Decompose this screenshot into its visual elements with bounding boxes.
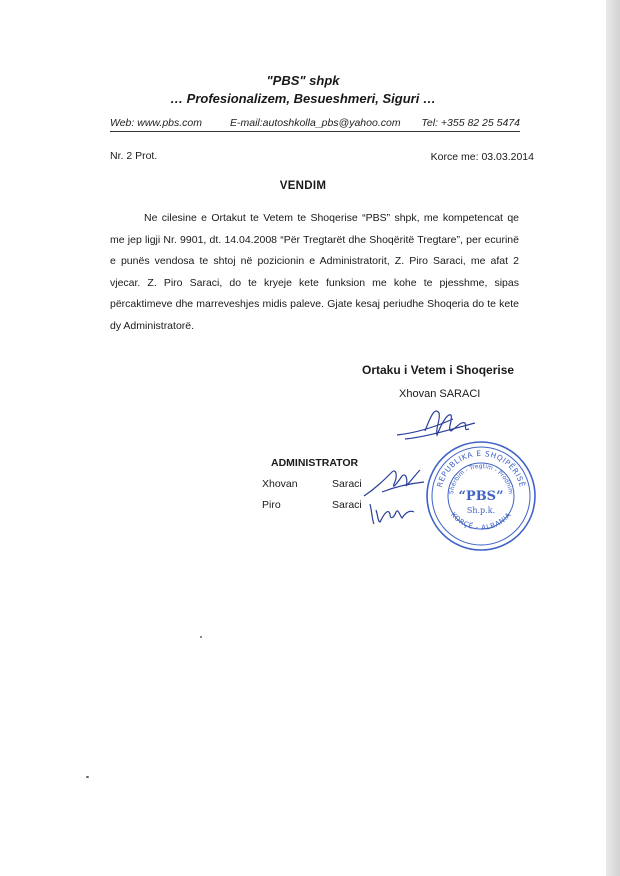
signatory-title: Ortaku i Vetem i Shoqerise (362, 363, 515, 377)
admin-last-name: Saraci (332, 478, 362, 490)
admin-first-name: Xhovan (262, 478, 298, 490)
contact-line (110, 117, 520, 132)
place-date: Korce me: 03.03.2014 (430, 151, 534, 163)
admin-first-name: Piro (262, 499, 281, 511)
email-address: E-mail:autoshkolla_pbs@yahoo.com (230, 117, 401, 129)
signature-admin-2 (366, 500, 416, 530)
stamp-suffix: Sh.p.k. (466, 506, 496, 515)
document-title: VENDIM (279, 180, 327, 192)
administrator-title: ADMINISTRATOR (271, 457, 359, 469)
scan-speck (200, 636, 202, 638)
scan-speck (86, 776, 89, 778)
stamp-city: KORÇË - ALBANIA (449, 510, 513, 532)
company-motto: … Profesionalizem, Besueshmeri, Siguri … (170, 91, 436, 106)
admin-last-name: Saraci (332, 499, 362, 511)
stamp-brand: “PBS” (458, 489, 504, 504)
company-name: "PBS" shpk (266, 73, 340, 88)
signature-admin-1 (362, 462, 432, 502)
company-stamp (423, 438, 539, 554)
web-address: Web: www.pbs.com (110, 117, 203, 129)
stamp-ring-text: REPUBLIKA E SHQIPËRISË (435, 448, 527, 489)
phone-number: Tel: +355 82 25 5474 (421, 117, 520, 129)
signatory-name: Xhovan SARACI (399, 388, 481, 400)
stamp-inner-text: Shërbim - Tregtim - Prodhim (448, 462, 515, 495)
protocol-number: Nr. 2 Prot. (110, 150, 158, 162)
decision-body: Ne cilesine e Ortakut te Vetem te Shoqerise “PBS” shpk, me kompetencat qe me jep ligji Nr. 9901, dt. 14.04.2008 “Për Tregtarët dhe Shoqëritë Tregtare”, per ecurinë e punës vendosa te shtoj në pozicionin e Administratorit, Z. Piro Saraci, me afat 2 vjecar. Z. Piro Saraci, do te kryeje kete funksion me kohe te pjesshme, sipas përcaktimeve dhe marreveshjes midis paleve. Gjate kesaj periudhe Shoqeria do te kete dy Administratorë. (110, 212, 519, 332)
scan-edge (606, 0, 620, 876)
